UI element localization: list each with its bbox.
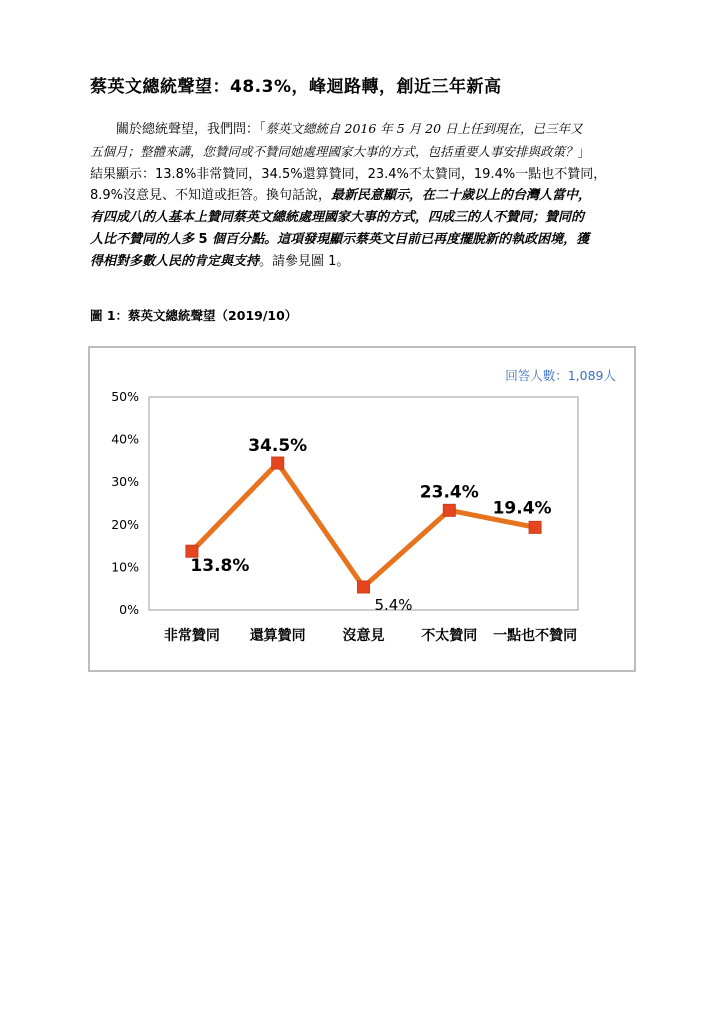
- y-tick-label: 20%: [111, 516, 139, 532]
- data-label: 13.8%: [190, 556, 250, 577]
- data-point-marker: [358, 581, 370, 593]
- y-tick-label: 50%: [111, 389, 139, 404]
- data-label: 34.5%: [248, 436, 308, 457]
- data-label: 23.4%: [419, 482, 479, 503]
- data-point-marker: [529, 521, 541, 533]
- x-category-label: 非常贊同: [163, 628, 220, 644]
- para-emphasis: 有四成八的人基本上贊同蔡英文總統處理國家大事的方式，四成三的人不贊同；贊同的: [90, 210, 585, 226]
- para-emphasis: 得相對多數人民的肯定與支持: [90, 253, 260, 269]
- data-point-marker: [443, 504, 455, 516]
- y-tick-label: 40%: [111, 431, 139, 447]
- data-label: 5.4%: [374, 595, 413, 614]
- approval-line-chart: [90, 348, 634, 670]
- para-emphasis: 人比不贊同的人多: [90, 231, 195, 247]
- para-line-4: [90, 185, 650, 207]
- para-question: 蔡英文總統自 2016 年 5 月 20 日上任到現在，已三年又: [265, 121, 583, 136]
- article-paragraph: [90, 118, 650, 273]
- para-text: 結果顯示：13.8%非常贊同，34.5%還算贊同，23.4%不太贊同，19.4%一點也不贊同，: [90, 166, 607, 182]
- y-tick-label: 30%: [111, 474, 139, 490]
- y-tick-label: 0%: [119, 602, 139, 617]
- para-emphasis: 最新民意顯示，在二十歲以上的台灣人當中，: [331, 188, 592, 204]
- x-category-label: 沒意見: [342, 628, 385, 644]
- para-line-3: [90, 164, 650, 186]
- para-text: 8.9%沒意見、不知道或拒答。換句話說，: [90, 188, 332, 204]
- para-line-1: [90, 118, 650, 141]
- article-heading: 蔡英文總統聲望：48.3%，峰迴路轉，創近三年新高: [90, 77, 502, 97]
- chart-frame: [88, 346, 636, 672]
- para-text: 」: [577, 144, 591, 160]
- data-point-marker: [272, 457, 284, 469]
- para-line-2: [90, 141, 650, 164]
- x-category-label: 一點也不贊同: [493, 628, 578, 644]
- para-text: 。請參見圖 1。: [259, 253, 350, 269]
- para-question: 五個月；整體來講，您贊同或不贊同她處理國家大事的方式，包括重要人事安排與政策？: [90, 143, 578, 159]
- para-line-7: [90, 251, 650, 273]
- para-bold-number: 5: [194, 231, 213, 247]
- para-line-5: [90, 207, 650, 229]
- respondents-count: 回答人數：1,089人: [505, 368, 616, 383]
- x-category-label: 不太贊同: [421, 628, 478, 644]
- para-line-6: [90, 229, 650, 251]
- y-tick-label: 10%: [111, 559, 139, 575]
- data-label: 19.4%: [492, 498, 552, 519]
- para-emphasis: 個百分點。這項發現顯示蔡英文目前已再度擺脫新的執政困境，獲: [212, 231, 590, 247]
- figure-caption: 圖 1：蔡英文總統聲望（2019/10）: [90, 308, 298, 323]
- x-category-label: 還算贊同: [249, 628, 306, 644]
- para-text: 關於總統聲望，我們問：「: [116, 122, 266, 137]
